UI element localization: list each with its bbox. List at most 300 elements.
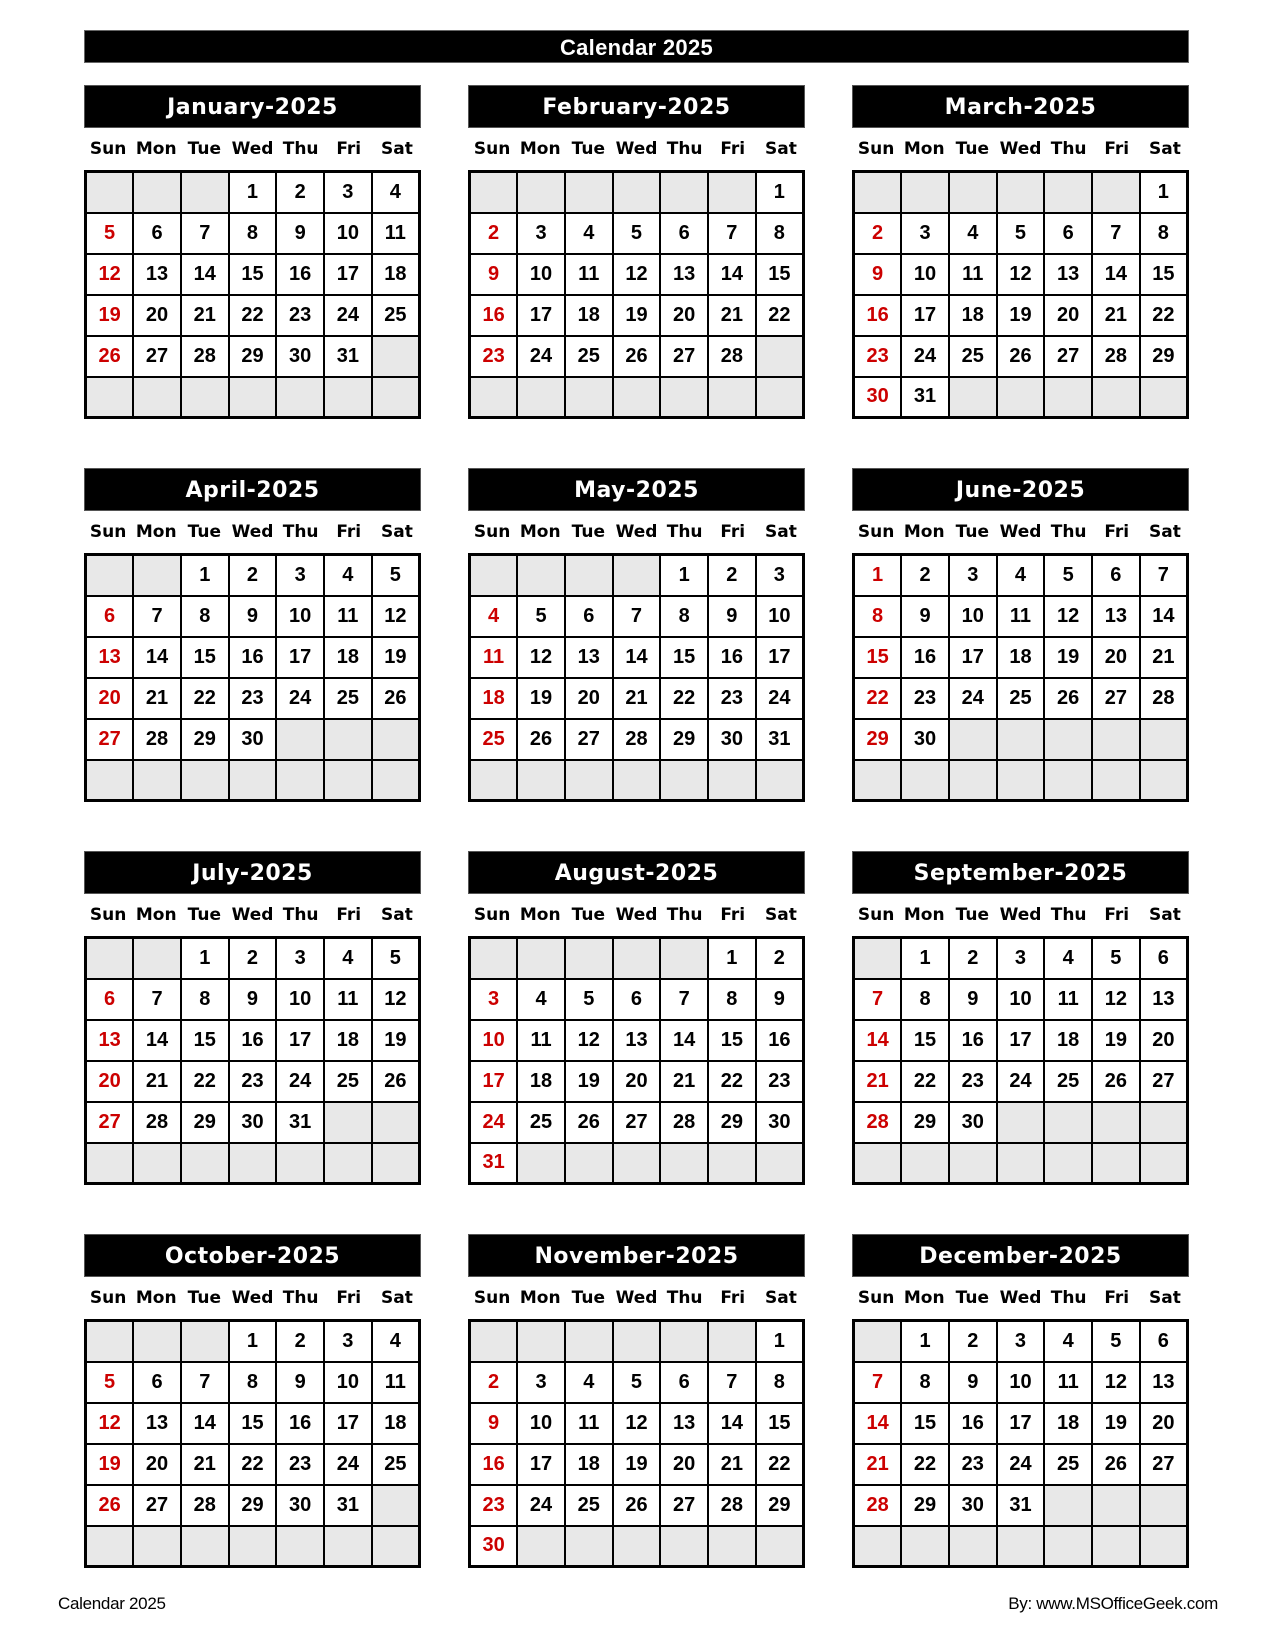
week-row <box>854 596 1188 637</box>
empty-cell <box>1140 1102 1188 1143</box>
date-cell: 12 <box>613 1403 661 1444</box>
weekday-header-row <box>468 903 805 928</box>
empty-cell <box>372 1485 420 1526</box>
empty-cell <box>613 555 661 596</box>
week-row <box>854 637 1188 678</box>
date-cell: 30 <box>901 719 949 760</box>
weekday-header-row <box>852 903 1189 928</box>
date-cell: 17 <box>324 1403 372 1444</box>
weekday-label-tue: Tue <box>571 522 606 542</box>
week-row <box>470 1321 804 1362</box>
date-cell: 31 <box>324 1485 372 1526</box>
date-cell: 12 <box>565 1020 613 1061</box>
date-cell: 23 <box>276 1444 324 1485</box>
date-cell: 15 <box>1140 254 1188 295</box>
date-cell: 8 <box>854 596 902 637</box>
empty-cell <box>1140 1485 1188 1526</box>
date-cell: 26 <box>1092 1444 1140 1485</box>
empty-cell <box>372 336 420 377</box>
date-cell: 3 <box>276 938 324 979</box>
week-row <box>470 979 804 1020</box>
date-cell: 9 <box>276 1362 324 1403</box>
date-cell: 21 <box>1140 637 1188 678</box>
date-cell: 9 <box>901 596 949 637</box>
date-cell: 18 <box>1044 1020 1092 1061</box>
date-cell: 19 <box>997 295 1045 336</box>
empty-cell <box>86 1526 134 1567</box>
week-row <box>86 555 420 596</box>
date-cell: 29 <box>708 1102 756 1143</box>
date-cell: 29 <box>229 1485 277 1526</box>
week-row <box>470 336 804 377</box>
date-cell: 12 <box>372 596 420 637</box>
date-cell: 23 <box>901 678 949 719</box>
empty-cell <box>613 1143 661 1184</box>
weekday-label-sun: Sun <box>473 522 511 542</box>
date-cell: 24 <box>901 336 949 377</box>
weekday-label-tue: Tue <box>187 522 222 542</box>
date-cell: 1 <box>1140 172 1188 213</box>
weekday-label-fri: Fri <box>720 139 746 159</box>
date-cell: 29 <box>901 1102 949 1143</box>
empty-cell <box>756 760 804 801</box>
weekday-label-thu: Thu <box>666 139 703 159</box>
date-cell: 19 <box>613 1444 661 1485</box>
date-cell: 3 <box>517 1362 565 1403</box>
week-row <box>86 938 420 979</box>
date-cell: 22 <box>901 1444 949 1485</box>
date-cell: 28 <box>181 336 229 377</box>
empty-cell <box>517 377 565 418</box>
date-cell: 18 <box>324 637 372 678</box>
date-cell: 16 <box>708 637 756 678</box>
weekday-label-tue: Tue <box>187 139 222 159</box>
date-cell: 16 <box>470 1444 518 1485</box>
date-cell: 18 <box>1044 1403 1092 1444</box>
date-cell: 15 <box>229 254 277 295</box>
date-cell: 25 <box>997 678 1045 719</box>
month-date-table <box>84 553 421 802</box>
date-cell: 25 <box>565 1485 613 1526</box>
empty-cell <box>901 172 949 213</box>
date-cell: 10 <box>756 596 804 637</box>
empty-cell <box>276 377 324 418</box>
month-block-october <box>84 1234 421 1584</box>
date-cell: 14 <box>854 1020 902 1061</box>
weekday-label-fri: Fri <box>1104 905 1130 925</box>
week-row <box>86 678 420 719</box>
date-cell: 26 <box>1092 1061 1140 1102</box>
weekday-label-sat: Sat <box>1148 139 1181 159</box>
date-cell: 17 <box>324 254 372 295</box>
date-cell: 8 <box>756 1362 804 1403</box>
weekday-label-sat: Sat <box>764 139 797 159</box>
date-cell: 6 <box>1140 1321 1188 1362</box>
date-cell: 12 <box>86 254 134 295</box>
date-cell: 27 <box>613 1102 661 1143</box>
date-cell: 31 <box>756 719 804 760</box>
date-cell: 31 <box>324 336 372 377</box>
empty-cell <box>276 1526 324 1567</box>
month-block-april <box>84 468 421 818</box>
empty-cell <box>181 1321 229 1362</box>
empty-cell <box>565 555 613 596</box>
week-row <box>470 172 804 213</box>
date-cell: 10 <box>324 213 372 254</box>
date-cell: 5 <box>565 979 613 1020</box>
week-row <box>854 1444 1188 1485</box>
date-cell: 18 <box>949 295 997 336</box>
date-cell: 19 <box>517 678 565 719</box>
empty-cell <box>372 760 420 801</box>
date-cell: 24 <box>324 1444 372 1485</box>
date-cell: 22 <box>229 1444 277 1485</box>
date-cell: 2 <box>229 555 277 596</box>
week-row <box>86 1444 420 1485</box>
empty-cell <box>86 377 134 418</box>
date-cell: 13 <box>613 1020 661 1061</box>
date-cell: 17 <box>756 637 804 678</box>
date-cell: 14 <box>1140 596 1188 637</box>
weekday-label-sun: Sun <box>89 1288 127 1308</box>
week-row <box>470 719 804 760</box>
date-cell: 10 <box>901 254 949 295</box>
date-cell: 11 <box>470 637 518 678</box>
date-cell: 5 <box>372 938 420 979</box>
weekday-label-thu: Thu <box>1050 139 1087 159</box>
date-cell: 20 <box>613 1061 661 1102</box>
date-cell: 9 <box>229 979 277 1020</box>
week-row <box>854 555 1188 596</box>
weekday-label-fri: Fri <box>336 522 362 542</box>
date-cell: 5 <box>997 213 1045 254</box>
date-cell: 17 <box>997 1020 1045 1061</box>
month-block-july <box>84 851 421 1201</box>
empty-cell <box>1044 377 1092 418</box>
empty-cell <box>1044 1485 1092 1526</box>
date-cell: 23 <box>708 678 756 719</box>
empty-cell <box>613 1526 661 1567</box>
date-cell: 4 <box>324 555 372 596</box>
empty-cell <box>1044 719 1092 760</box>
weekday-label-mon: Mon <box>135 139 177 159</box>
weekday-label-thu: Thu <box>1050 1288 1087 1308</box>
week-row <box>854 1485 1188 1526</box>
empty-cell <box>613 1321 661 1362</box>
date-cell: 9 <box>470 254 518 295</box>
weekday-label-fri: Fri <box>720 905 746 925</box>
date-cell: 20 <box>565 678 613 719</box>
empty-cell <box>1044 172 1092 213</box>
date-cell: 11 <box>949 254 997 295</box>
date-cell: 28 <box>181 1485 229 1526</box>
weekday-header-row <box>84 1286 421 1311</box>
empty-cell <box>565 377 613 418</box>
empty-cell <box>565 1321 613 1362</box>
date-cell: 14 <box>133 1020 181 1061</box>
empty-cell <box>229 760 277 801</box>
date-cell: 6 <box>660 1362 708 1403</box>
date-cell: 30 <box>229 719 277 760</box>
date-cell: 25 <box>1044 1444 1092 1485</box>
date-cell: 15 <box>660 637 708 678</box>
date-cell: 19 <box>1044 637 1092 678</box>
empty-cell <box>276 760 324 801</box>
date-cell: 16 <box>949 1020 997 1061</box>
empty-cell <box>997 719 1045 760</box>
date-cell: 2 <box>949 938 997 979</box>
date-cell: 23 <box>949 1061 997 1102</box>
empty-cell <box>133 1143 181 1184</box>
weekday-header-row <box>852 1286 1189 1311</box>
date-cell: 14 <box>613 637 661 678</box>
date-cell: 7 <box>133 596 181 637</box>
weekday-label-thu: Thu <box>666 1288 703 1308</box>
empty-cell <box>86 938 134 979</box>
date-cell: 23 <box>756 1061 804 1102</box>
date-cell: 20 <box>133 295 181 336</box>
date-cell: 4 <box>372 1321 420 1362</box>
empty-cell <box>372 1143 420 1184</box>
date-cell: 7 <box>854 1362 902 1403</box>
date-cell: 25 <box>949 336 997 377</box>
date-cell: 5 <box>1092 938 1140 979</box>
empty-cell <box>565 938 613 979</box>
empty-cell <box>565 1143 613 1184</box>
week-row <box>86 1061 420 1102</box>
month-date-table <box>852 936 1189 1185</box>
date-cell: 3 <box>276 555 324 596</box>
week-row <box>470 1526 804 1567</box>
empty-cell <box>181 1143 229 1184</box>
date-cell: 20 <box>133 1444 181 1485</box>
empty-cell <box>901 760 949 801</box>
date-cell: 15 <box>181 1020 229 1061</box>
date-cell: 27 <box>660 336 708 377</box>
empty-cell <box>86 1143 134 1184</box>
date-cell: 5 <box>86 1362 134 1403</box>
date-cell: 17 <box>517 1444 565 1485</box>
empty-cell <box>708 1321 756 1362</box>
empty-cell <box>324 719 372 760</box>
weekday-label-wed: Wed <box>615 139 658 159</box>
weekday-label-thu: Thu <box>282 522 319 542</box>
date-cell: 8 <box>901 1362 949 1403</box>
date-cell: 8 <box>229 1362 277 1403</box>
empty-cell <box>1092 719 1140 760</box>
footer-credit-link[interactable]: By: www.MSOfficeGeek.com <box>1008 1594 1218 1613</box>
weekday-label-sat: Sat <box>1148 905 1181 925</box>
week-row <box>854 1020 1188 1061</box>
empty-cell <box>229 377 277 418</box>
empty-cell <box>133 1321 181 1362</box>
empty-cell <box>613 172 661 213</box>
date-cell: 23 <box>276 295 324 336</box>
empty-cell <box>949 760 997 801</box>
date-cell: 20 <box>1044 295 1092 336</box>
date-cell: 14 <box>854 1403 902 1444</box>
date-cell: 21 <box>181 1444 229 1485</box>
weekday-label-thu: Thu <box>1050 522 1087 542</box>
date-cell: 28 <box>133 1102 181 1143</box>
week-row <box>470 213 804 254</box>
week-row <box>854 1321 1188 1362</box>
empty-cell <box>324 760 372 801</box>
date-cell: 25 <box>324 678 372 719</box>
week-row <box>470 1143 804 1184</box>
empty-cell <box>470 1321 518 1362</box>
date-cell: 2 <box>276 1321 324 1362</box>
date-cell: 3 <box>324 172 372 213</box>
empty-cell <box>708 760 756 801</box>
month-title: April-2025 <box>84 468 421 511</box>
date-cell: 21 <box>1092 295 1140 336</box>
empty-cell <box>517 172 565 213</box>
date-cell: 3 <box>517 213 565 254</box>
weekday-label-thu: Thu <box>282 1288 319 1308</box>
empty-cell <box>181 1526 229 1567</box>
date-cell: 12 <box>1044 596 1092 637</box>
week-row <box>854 213 1188 254</box>
empty-cell <box>660 1321 708 1362</box>
empty-cell <box>86 555 134 596</box>
date-cell: 23 <box>854 336 902 377</box>
date-cell: 24 <box>517 1485 565 1526</box>
weekday-label-tue: Tue <box>187 905 222 925</box>
weekday-label-wed: Wed <box>231 139 274 159</box>
month-title: May-2025 <box>468 468 805 511</box>
week-row <box>470 377 804 418</box>
month-date-table <box>852 553 1189 802</box>
date-cell: 15 <box>901 1020 949 1061</box>
date-cell: 27 <box>660 1485 708 1526</box>
empty-cell <box>470 172 518 213</box>
empty-cell <box>133 1526 181 1567</box>
date-cell: 1 <box>756 172 804 213</box>
weekday-label-sat: Sat <box>764 1288 797 1308</box>
date-cell: 3 <box>324 1321 372 1362</box>
weekday-label-mon: Mon <box>903 905 945 925</box>
date-cell: 24 <box>324 295 372 336</box>
date-cell: 21 <box>708 1444 756 1485</box>
month-title: February-2025 <box>468 85 805 128</box>
page-title: Calendar 2025 <box>559 35 714 60</box>
empty-cell <box>854 760 902 801</box>
week-row <box>854 1362 1188 1403</box>
empty-cell <box>660 172 708 213</box>
date-cell: 4 <box>324 938 372 979</box>
month-date-table <box>84 1319 421 1568</box>
empty-cell <box>1092 377 1140 418</box>
empty-cell <box>1044 1102 1092 1143</box>
date-cell: 31 <box>470 1143 518 1184</box>
date-cell: 29 <box>854 719 902 760</box>
weekday-label-wed: Wed <box>231 905 274 925</box>
date-cell: 16 <box>756 1020 804 1061</box>
empty-cell <box>1092 1526 1140 1567</box>
date-cell: 17 <box>949 637 997 678</box>
date-cell: 29 <box>181 1102 229 1143</box>
weekday-label-mon: Mon <box>519 905 561 925</box>
empty-cell <box>660 760 708 801</box>
date-cell: 3 <box>949 555 997 596</box>
date-cell: 19 <box>1092 1403 1140 1444</box>
date-cell: 27 <box>1044 336 1092 377</box>
date-cell: 13 <box>1140 1362 1188 1403</box>
date-cell: 27 <box>133 336 181 377</box>
date-cell: 2 <box>470 213 518 254</box>
empty-cell <box>1092 1143 1140 1184</box>
date-cell: 16 <box>949 1403 997 1444</box>
date-cell: 19 <box>86 1444 134 1485</box>
week-row <box>86 295 420 336</box>
month-title: December-2025 <box>852 1234 1189 1277</box>
date-cell: 14 <box>181 1403 229 1444</box>
week-row <box>470 1485 804 1526</box>
date-cell: 1 <box>901 938 949 979</box>
date-cell: 27 <box>1092 678 1140 719</box>
date-cell: 30 <box>708 719 756 760</box>
date-cell: 7 <box>133 979 181 1020</box>
date-cell: 3 <box>901 213 949 254</box>
empty-cell <box>708 1526 756 1567</box>
date-cell: 28 <box>708 336 756 377</box>
date-cell: 30 <box>854 377 902 418</box>
empty-cell <box>470 938 518 979</box>
month-title: October-2025 <box>84 1234 421 1277</box>
date-cell: 28 <box>613 719 661 760</box>
date-cell: 4 <box>470 596 518 637</box>
empty-cell <box>660 938 708 979</box>
weekday-label-tue: Tue <box>571 1288 606 1308</box>
empty-cell <box>181 377 229 418</box>
empty-cell <box>133 760 181 801</box>
date-cell: 5 <box>372 555 420 596</box>
empty-cell <box>86 760 134 801</box>
month-title: June-2025 <box>852 468 1189 511</box>
date-cell: 15 <box>181 637 229 678</box>
week-row <box>470 1020 804 1061</box>
date-cell: 23 <box>229 1061 277 1102</box>
date-cell: 17 <box>276 1020 324 1061</box>
date-cell: 4 <box>565 1362 613 1403</box>
empty-cell <box>949 1143 997 1184</box>
date-cell: 13 <box>660 1403 708 1444</box>
date-cell: 19 <box>86 295 134 336</box>
month-title: September-2025 <box>852 851 1189 894</box>
date-cell: 11 <box>565 1403 613 1444</box>
empty-cell <box>372 1102 420 1143</box>
weekday-label-tue: Tue <box>571 139 606 159</box>
month-title: July-2025 <box>84 851 421 894</box>
date-cell: 14 <box>181 254 229 295</box>
date-cell: 5 <box>86 213 134 254</box>
date-cell: 3 <box>997 938 1045 979</box>
date-cell: 13 <box>1092 596 1140 637</box>
weekday-header-row <box>852 137 1189 162</box>
empty-cell <box>708 377 756 418</box>
weekday-label-sat: Sat <box>764 905 797 925</box>
empty-cell <box>517 1143 565 1184</box>
date-cell: 1 <box>229 172 277 213</box>
date-cell: 20 <box>660 295 708 336</box>
week-row <box>470 295 804 336</box>
date-cell: 30 <box>470 1526 518 1567</box>
weekday-label-sat: Sat <box>764 522 797 542</box>
week-row <box>854 1526 1188 1567</box>
date-cell: 24 <box>997 1444 1045 1485</box>
date-cell: 13 <box>660 254 708 295</box>
